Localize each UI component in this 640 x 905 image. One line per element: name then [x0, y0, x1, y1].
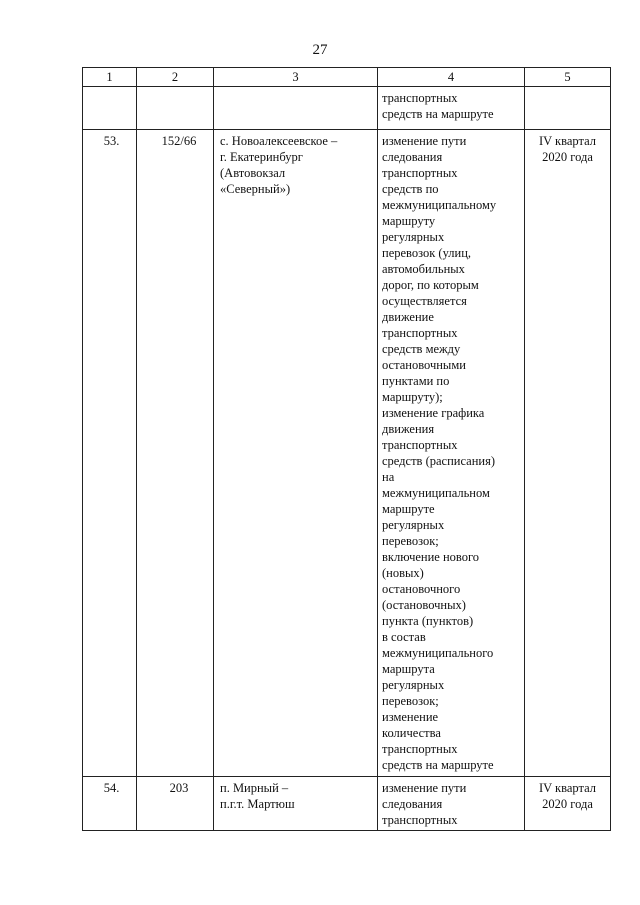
route-name-cell — [214, 777, 378, 831]
change-line: регулярных — [382, 678, 445, 692]
continuation-col-3 — [214, 87, 378, 130]
change-line: средств на маршруте — [382, 107, 494, 121]
change-line: движение — [382, 310, 434, 324]
change-line: регулярных — [382, 518, 445, 532]
change-line: транспортных — [382, 742, 458, 756]
change-line: следования — [382, 150, 443, 164]
route-number: 152/66 — [137, 130, 214, 777]
continuation-col-1 — [83, 87, 137, 130]
continuation-change-cell — [378, 87, 525, 130]
change-line: перевозок (улиц, — [382, 246, 472, 260]
change-line: регулярных — [382, 230, 445, 244]
change-line: маршруте — [382, 502, 435, 516]
period-line: 2020 года — [542, 797, 593, 811]
route-line: г. Екатеринбург — [220, 150, 303, 164]
route-line: с. Новоалексеевское – — [220, 134, 338, 148]
routes-table — [82, 67, 611, 831]
change-line: изменение графика — [382, 406, 485, 420]
change-line: перевозок; — [382, 694, 439, 708]
row-number: 54. — [83, 777, 137, 831]
period-cell — [525, 130, 611, 777]
change-line: транспортных — [382, 166, 458, 180]
change-line: на — [382, 470, 395, 484]
change-line: средств (расписания) — [382, 454, 496, 468]
continuation-col-5 — [525, 87, 611, 130]
route-number: 203 — [137, 777, 214, 831]
change-line: движения — [382, 422, 435, 436]
change-line: транспортных — [382, 813, 458, 827]
period-line: IV квартал — [538, 781, 597, 795]
change-line: изменение пути — [382, 781, 467, 795]
continuation-row — [83, 87, 611, 130]
change-line: средств по — [382, 182, 439, 196]
change-line: (новых) — [382, 566, 424, 580]
change-line: изменение — [382, 710, 439, 724]
header-col-5: 5 — [525, 68, 611, 87]
row-number: 53. — [83, 130, 137, 777]
change-line: остановочного — [382, 582, 461, 596]
route-name-cell — [214, 130, 378, 777]
change-line: осуществляется — [382, 294, 467, 308]
change-line: средств на маршруте — [382, 758, 494, 772]
change-line: количества — [382, 726, 441, 740]
period-cell — [525, 777, 611, 831]
change-line: межмуниципальном — [382, 486, 490, 500]
change-line: автомобильных — [382, 262, 465, 276]
table-header-row — [83, 68, 611, 87]
change-line: (остановочных) — [382, 598, 466, 612]
change-description-cell — [378, 130, 525, 777]
table-row — [83, 130, 611, 777]
table-row — [83, 777, 611, 831]
change-line: маршруту — [382, 214, 436, 228]
change-description-cell — [378, 777, 525, 831]
change-line: дорог, по которым — [382, 278, 479, 292]
change-line: транспортных — [382, 326, 458, 340]
continuation-col-2 — [137, 87, 214, 130]
change-line: маршрута — [382, 662, 435, 676]
change-line: перевозок; — [382, 534, 439, 548]
change-line: изменение пути — [382, 134, 467, 148]
change-line: маршруту); — [382, 390, 443, 404]
header-col-1: 1 — [83, 68, 137, 87]
route-line: (Автовокзал — [220, 166, 286, 180]
change-line: транспортных — [382, 91, 458, 105]
period-line: IV квартал — [538, 134, 597, 148]
change-line: остановочными — [382, 358, 466, 372]
period-line: 2020 года — [542, 150, 593, 164]
change-line: средств между — [382, 342, 461, 356]
route-line: п.г.т. Мартюш — [220, 797, 295, 811]
change-line: межмуниципального — [382, 646, 494, 660]
route-line: п. Мирный – — [220, 781, 289, 795]
change-line: следования — [382, 797, 443, 811]
change-line: пункта (пунктов) — [382, 614, 474, 628]
header-col-2: 2 — [137, 68, 214, 87]
header-col-3: 3 — [214, 68, 378, 87]
change-line: межмуниципальному — [382, 198, 497, 212]
change-line: в состав — [382, 630, 426, 644]
change-line: включение нового — [382, 550, 480, 564]
change-line: транспортных — [382, 438, 458, 452]
route-line: «Северный») — [220, 182, 291, 196]
change-line: пунктами по — [382, 374, 450, 388]
header-col-4: 4 — [378, 68, 525, 87]
page-number: 27 — [312, 42, 328, 58]
